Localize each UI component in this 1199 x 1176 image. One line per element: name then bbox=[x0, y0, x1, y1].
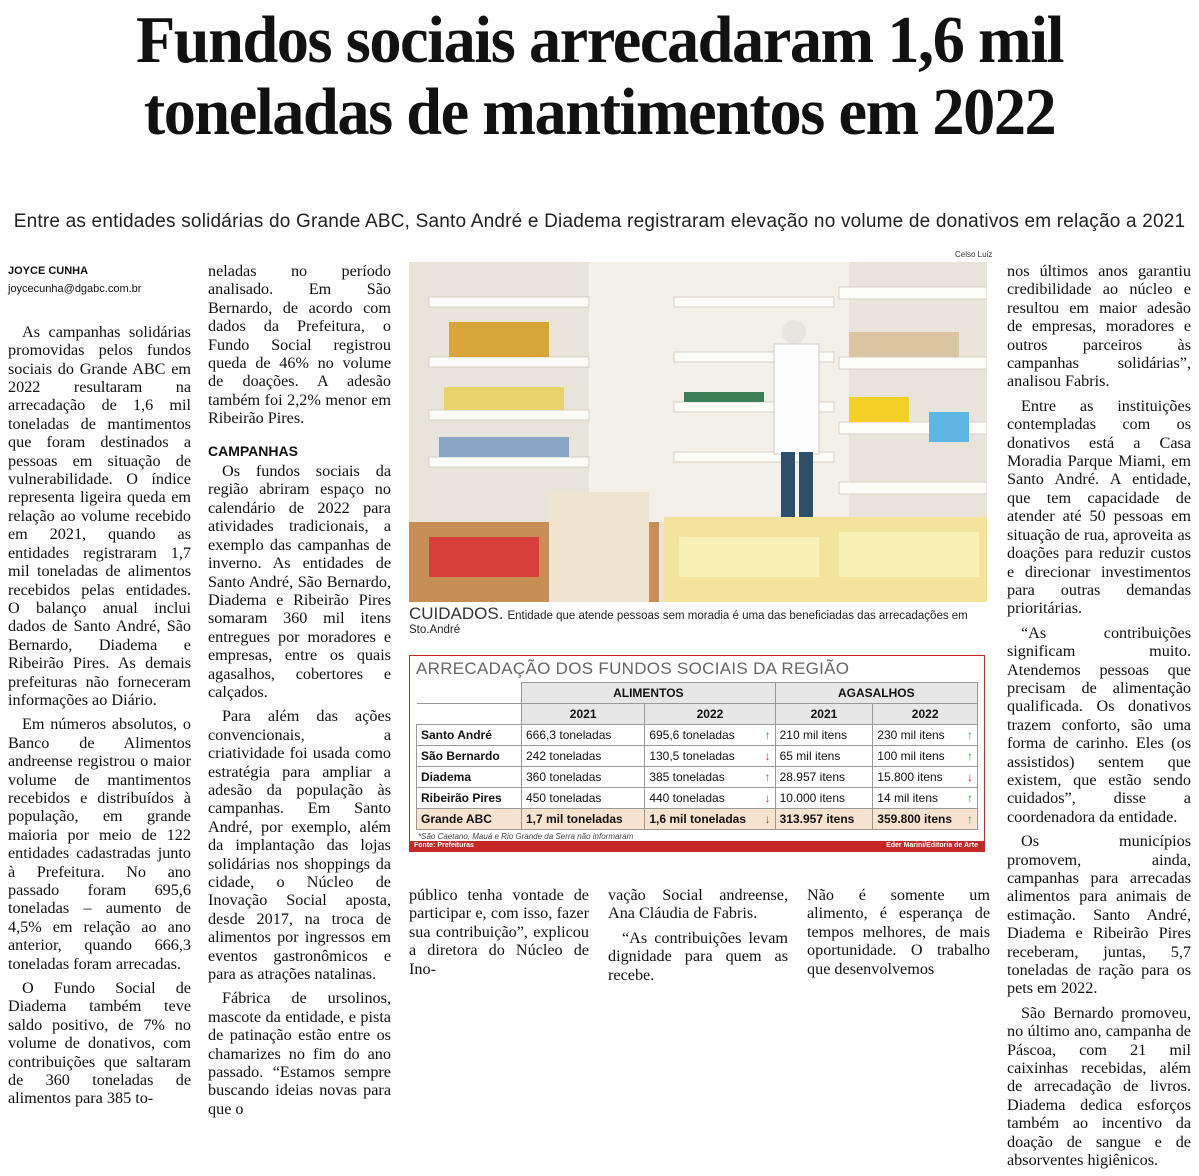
article-column-1 bbox=[8, 262, 191, 1114]
year-header: 2022 bbox=[645, 704, 775, 725]
arrow-up-icon: ↑ bbox=[764, 770, 771, 784]
paragraph: Entre as instituições contempladas com os donativos está a Casa Moradia Parque Miami, em Santo André. A entidade, que tem capacidade de atender até 50 pessoas em situação de rua, aproveita as doações para reduzir custos e direcionar investimentos para outras demandas prioritárias. bbox=[1007, 396, 1191, 618]
table-source: Fonte: Prefeituras bbox=[414, 842, 474, 849]
section-heading: CAMPANHAS bbox=[208, 442, 298, 459]
article-column-3 bbox=[409, 886, 589, 984]
year-header: 2021 bbox=[775, 704, 873, 725]
cell-value: 15.800 itens bbox=[877, 770, 943, 784]
cell-value: 360 toneladas bbox=[526, 770, 602, 784]
article-column-4 bbox=[608, 886, 788, 990]
table-cell bbox=[873, 809, 978, 830]
table-cell bbox=[873, 746, 978, 767]
table-cell bbox=[645, 767, 775, 788]
byline: JOYCE CUNHA bbox=[8, 265, 89, 277]
paragraph: Não é somente um alimento, é esperança de tempos melhores, de mais oportunidade. O trabalho que desenvolvemos bbox=[807, 886, 990, 978]
cell-value: 1,7 mil toneladas bbox=[526, 812, 623, 826]
paragraph: Para além das ações convencionais, a criatividade foi usada como estratégia para ampliar a adesão da população às campanhas. Em Santo André, por exemplo, além da implantação das lojas solidárias nos shoppings da cidade, o Núcleo de Inovação Social aposta, desde 2017, na troca de alimentos por ingressos em eventos gastronômicos e para as atrações natalinas. bbox=[208, 707, 391, 984]
arrow-down-icon: ↓ bbox=[967, 770, 973, 784]
arrow-up-icon: ↑ bbox=[764, 728, 771, 742]
table-row bbox=[417, 746, 978, 767]
cell-value: 10.000 itens bbox=[779, 791, 846, 805]
year-header: 2021 bbox=[522, 704, 645, 725]
pantry-illustration bbox=[409, 262, 987, 602]
table-cell bbox=[522, 725, 645, 746]
paragraph: São Bernardo promoveu, no último ano, campanha de Páscoa, com 21 mil caixinhas recebidas, além de arrecadação de livros. Diadema dedica esforços também ao incentivo da doação de sangue e de absorventes higiênicos. bbox=[1007, 1003, 1191, 1170]
caption-text: Entidade que atende pessoas sem moradia é uma das beneficiadas das arrecadações em Sto.André bbox=[409, 610, 968, 636]
table-note: *São Caetano, Mauá e Rio Grande da Serra não informaram bbox=[418, 832, 634, 841]
paragraph: “As contribuições significam muito. Atendemos pessoas que precisam de alimentação qualificada. Os donativos trazem conforto, são uma forma de carinho. Eles (os assistidos) sentem que existem, que estão sendo cuidados”, disse a coordenadora da entidade. bbox=[1007, 623, 1191, 826]
table-cell bbox=[645, 725, 775, 746]
arrow-up-icon: ↑ bbox=[967, 749, 973, 763]
cell-value: 65 mil itens bbox=[779, 749, 841, 763]
caption-lead: CUIDADOS. bbox=[409, 604, 504, 623]
donations-table bbox=[416, 682, 978, 830]
cell-value: 100 mil itens bbox=[877, 749, 945, 763]
arrow-down-icon: ↓ bbox=[764, 812, 771, 826]
table-cell bbox=[522, 788, 645, 809]
paragraph: nos últimos anos garantiu credibilidade ao núcleo e resultou em maior adesão de empresas, moradores e outros parceiros às campanhas solidárias”, analisou Fabris. bbox=[1007, 262, 1191, 391]
row-label: Diadema bbox=[417, 767, 522, 788]
arrow-up-icon: ↑ bbox=[967, 728, 973, 742]
group-header-agasalhos: AGASALHOS bbox=[775, 683, 977, 704]
row-label: Santo André bbox=[417, 725, 522, 746]
arrow-down-icon: ↓ bbox=[764, 791, 771, 805]
paragraph: Os fundos sociais da região abriram espaço no calendário de 2022 para atividades tradicionais, a exemplo das campanhas de inverno. As entidades de Santo André, São Bernardo, Diadema e Ribeirão Pires somaram 360 mil itens entregues por moradores e empresas, entre os quais agasalhos, cobertores e calçados. bbox=[208, 462, 391, 701]
paragraph: Fábrica de ursolinos, mascote da entidade, e pista de patinação estão entre os chamarizes no fim do ano passado. “Estamos sempre buscando ideias novas para que o bbox=[208, 989, 391, 1118]
paragraph: O Fundo Social de Diadema também teve saldo positivo, de 7% no volume de donativos, com contribuições que saltaram de 360 toneladas de alimentos para 385 to- bbox=[8, 979, 191, 1108]
paragraph: Em números absolutos, o Banco de Alimentos andreense registrou o maior volume de mantimentos recebidos e distribuídos à população, em grande maioria por meio de 122 entidades cadastradas junto à Prefeitura. No ano passado foram 695,6 toneladas – aumento de 4,5% em relação ao ano anterior, quando 666,3 toneladas foram arrecadas. bbox=[8, 715, 191, 973]
photo-credit: Celso Luiz bbox=[955, 250, 993, 259]
cell-value: 359.800 itens bbox=[877, 812, 953, 826]
table-row bbox=[417, 767, 978, 788]
arrow-down-icon: ↓ bbox=[764, 749, 771, 763]
table-cell bbox=[522, 746, 645, 767]
cell-value: 242 toneladas bbox=[526, 749, 602, 763]
table-art-credit: Eder Marini/Editoria de Arte bbox=[886, 842, 978, 849]
article-column-2 bbox=[208, 262, 391, 1124]
cell-value: 210 mil itens bbox=[779, 728, 847, 742]
cell-value: 28.957 itens bbox=[779, 770, 846, 784]
paragraph: “As contribuições levam dignidade para quem as recebe. bbox=[608, 928, 788, 984]
paragraph: público tenha vontade de participar e, com isso, fazer sua contribuição”, explicou a diretora do Núcleo de Ino- bbox=[409, 886, 589, 978]
table-cell bbox=[522, 767, 645, 788]
table-cell bbox=[645, 746, 775, 767]
row-label: Ribeirão Pires bbox=[417, 788, 522, 809]
cell-value: 230 mil itens bbox=[877, 728, 945, 742]
cell-value: 450 toneladas bbox=[526, 791, 602, 805]
table-corner bbox=[417, 683, 522, 704]
table-cell bbox=[873, 767, 978, 788]
table-cell bbox=[645, 788, 775, 809]
paragraph: As campanhas solidárias promovidas pelos fundos sociais do Grande ABC em 2022 resultaram na arrecadação de 1,6 mil toneladas de mantimentos que foram destinados a pessoas em situação de vulnerabilidade. O índice representa ligeira queda em relação ao volume recebido em 2021, quando as entidades registraram 1,7 mil toneladas de alimentos recebidos pelas entidades. O balanço anual inclui dados de Santo André, São Bernardo, Diadema e Ribeirão Pires. As demais prefeituras não forneceram informações ao Diário. bbox=[8, 322, 191, 709]
arrow-up-icon: ↑ bbox=[967, 812, 973, 826]
paragraph: neladas no período analisado. Em São Bernardo, de acordo com dados da Prefeitura, o Fundo Social registrou queda de 46% no volume de doações. A adesão também foi 2,2% menor em Ribeirão Pires. bbox=[208, 262, 391, 428]
paragraph: vação Social andreense, Ana Cláudia de Fabris. bbox=[608, 886, 788, 923]
table-cell bbox=[775, 767, 873, 788]
cell-value: 695,6 toneladas bbox=[649, 728, 735, 742]
cell-value: 385 toneladas bbox=[649, 770, 725, 784]
cell-value: 666,3 toneladas bbox=[526, 728, 612, 742]
table-title: ARRECADAÇÃO DOS FUNDOS SOCIAIS DA REGIÃO bbox=[416, 659, 850, 678]
arrow-up-icon: ↑ bbox=[967, 791, 973, 805]
author-email[interactable]: joycecunha@dgabc.com.br bbox=[8, 283, 142, 296]
table-cell bbox=[775, 725, 873, 746]
table-row bbox=[417, 809, 978, 830]
table-body bbox=[417, 725, 978, 830]
group-header-alimentos: ALIMENTOS bbox=[522, 683, 776, 704]
photo-caption bbox=[409, 604, 999, 636]
table-cell bbox=[775, 809, 873, 830]
cell-value: 1,6 mil toneladas bbox=[649, 812, 747, 826]
subtitle: Entre as entidades solidárias do Grande ABC, Santo André e Diadema registraram elevação no volume de donativos em relação a 2021 bbox=[13, 211, 1186, 232]
table-row bbox=[417, 788, 978, 809]
table-cell bbox=[873, 725, 978, 746]
table-cell bbox=[775, 746, 873, 767]
cell-value: 130,5 toneladas bbox=[649, 749, 735, 763]
cell-value: 313.957 itens bbox=[779, 812, 855, 826]
row-label: Grande ABC bbox=[417, 809, 522, 830]
cell-value: 14 mil itens bbox=[877, 791, 938, 805]
cell-value: 440 toneladas bbox=[649, 791, 725, 805]
article-column-5 bbox=[807, 886, 990, 984]
table-cell bbox=[645, 809, 775, 830]
table-row bbox=[417, 725, 978, 746]
article-column-6 bbox=[1007, 262, 1191, 1176]
table-cell bbox=[522, 809, 645, 830]
table-cell bbox=[873, 788, 978, 809]
table-footer-bar bbox=[410, 841, 984, 851]
pantry-photo bbox=[409, 262, 987, 602]
table-cell bbox=[775, 788, 873, 809]
donations-table-box bbox=[409, 655, 985, 852]
table-corner bbox=[417, 704, 522, 725]
year-header: 2022 bbox=[873, 704, 978, 725]
paragraph: Os municípios promovem, ainda, campanhas para arrecadas alimentos para animais de estimação. Santo André, Diadema e Ribeirão Pires receberam, juntas, 5,7 toneladas de ração para os pets em 2022. bbox=[1007, 832, 1191, 998]
row-label: São Bernardo bbox=[417, 746, 522, 767]
headline: Fundos sociais arrecadaram 1,6 mil toneladas de mantimentos em 2022 bbox=[135, 3, 1064, 149]
